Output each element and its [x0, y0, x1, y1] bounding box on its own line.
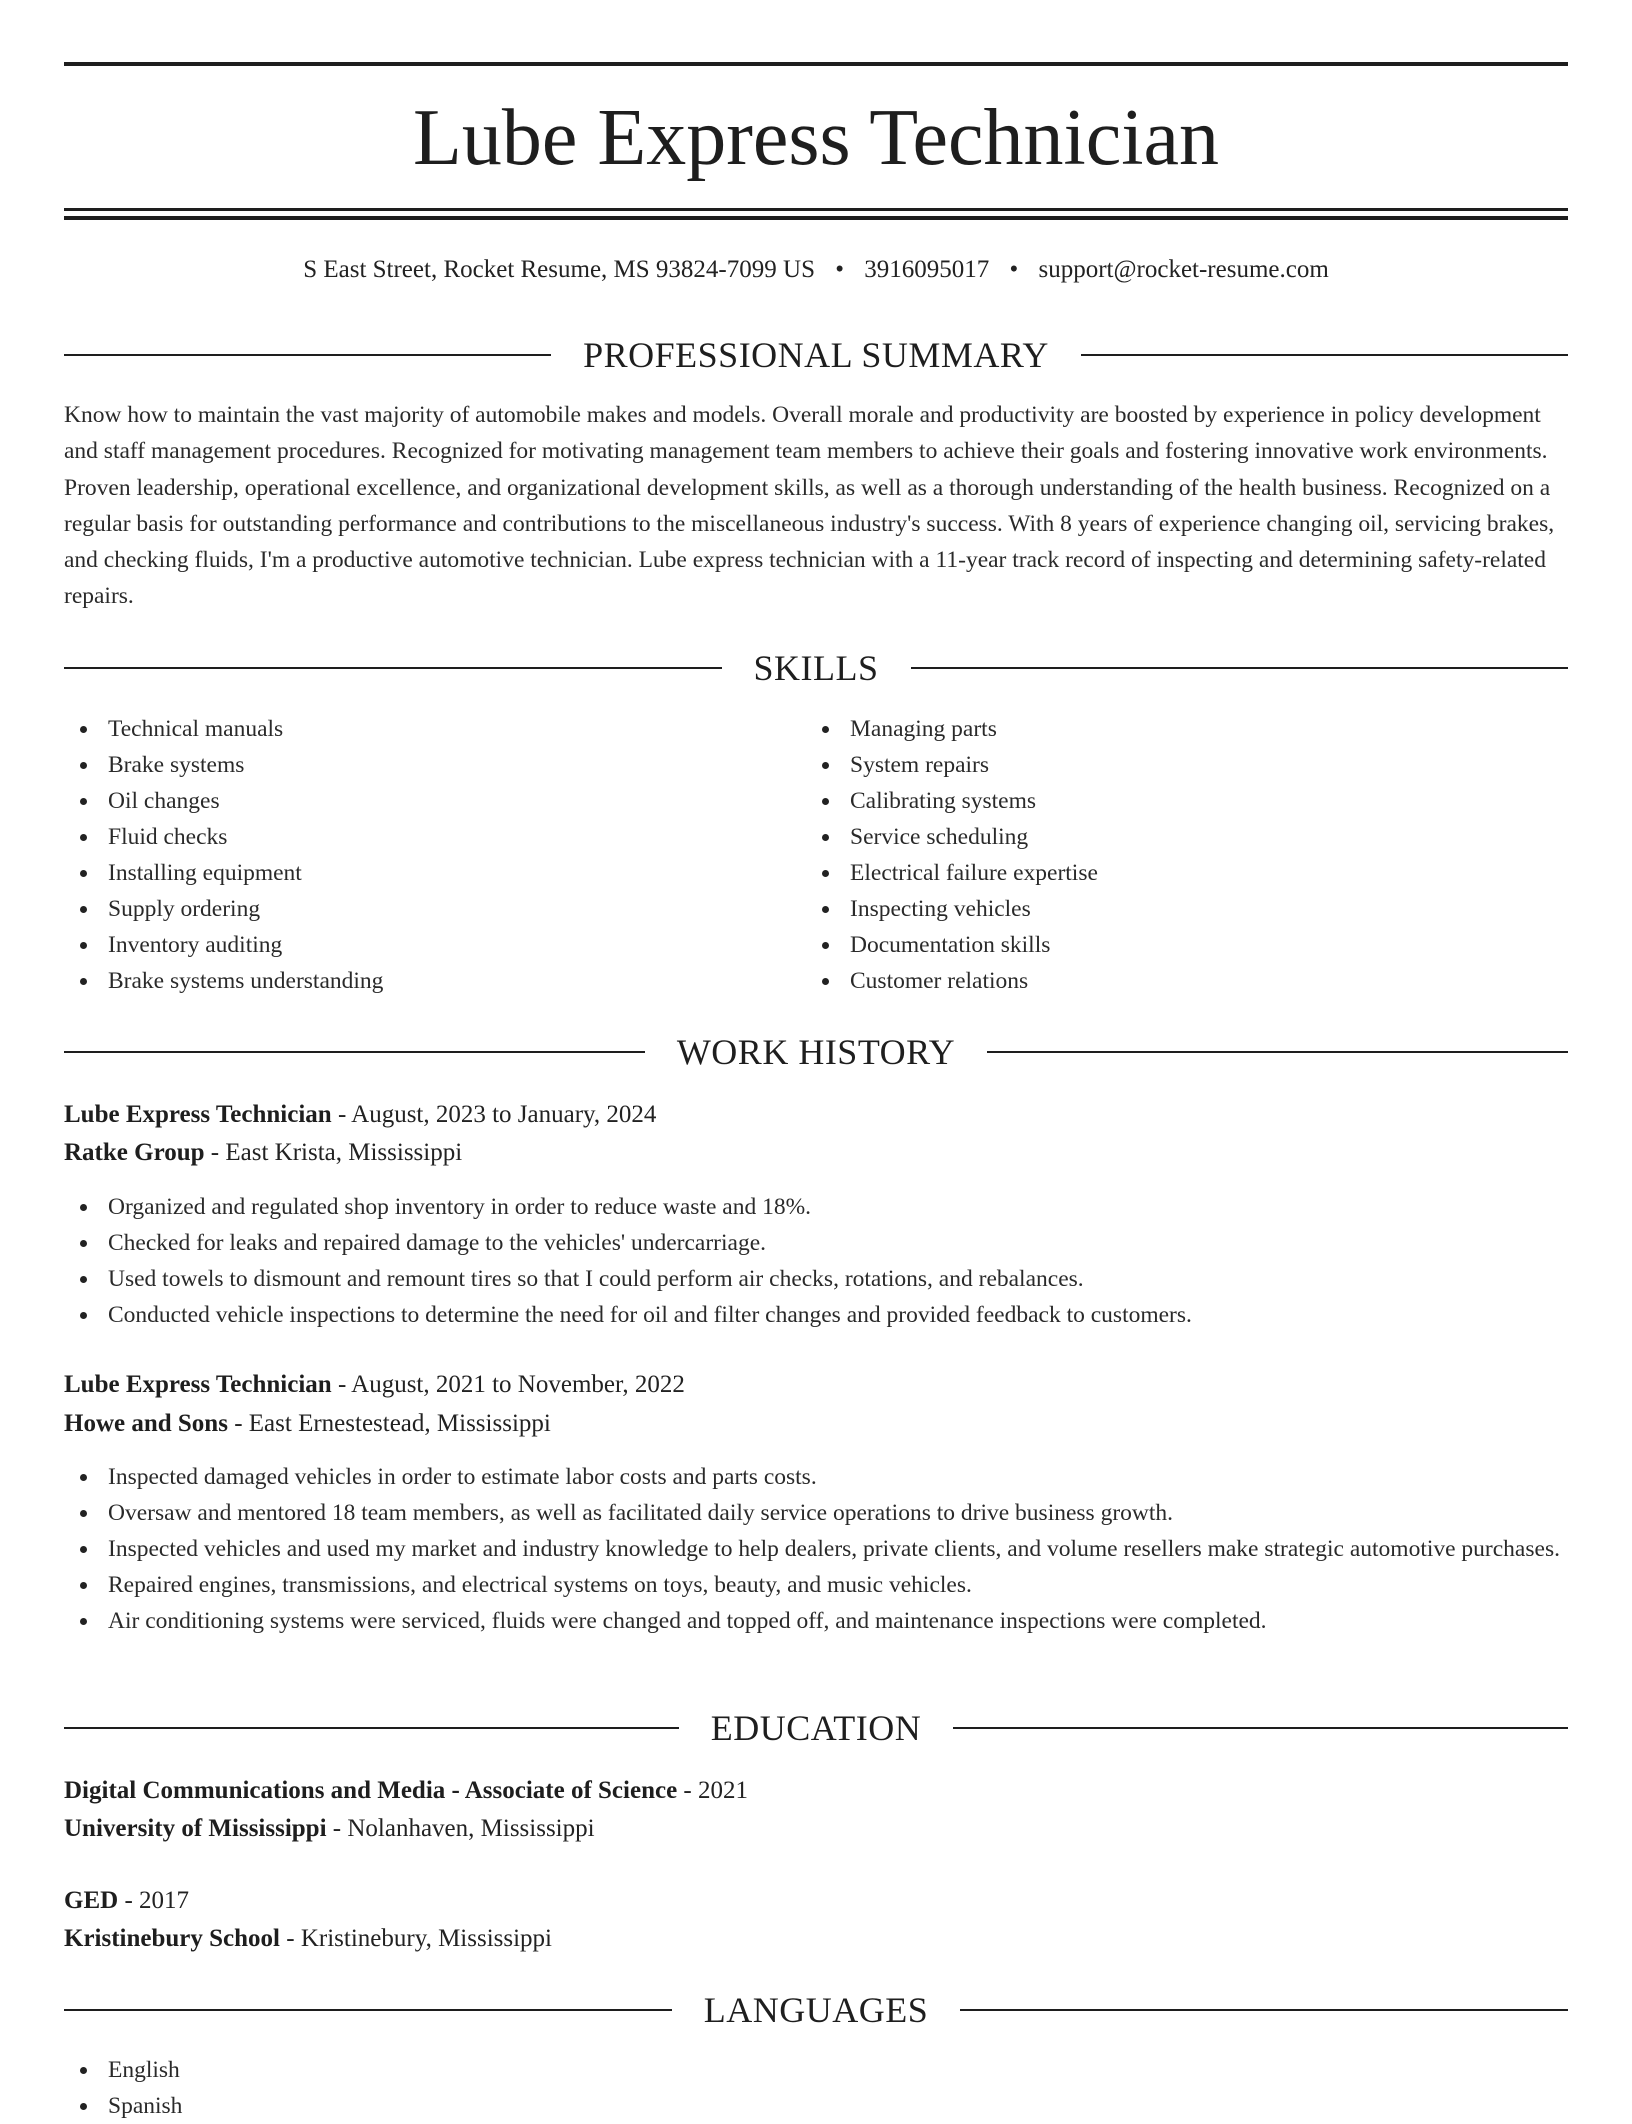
section-title: PROFESSIONAL SUMMARY: [583, 335, 1049, 375]
skill-item: Oil changes: [64, 783, 764, 819]
education-degree-line: [64, 1772, 1568, 1810]
heading-rule: [911, 667, 1569, 669]
job-duties-list: [64, 1189, 1568, 1333]
heading-rule: [64, 354, 551, 356]
contact-separator: •: [835, 256, 844, 283]
job-duty: Repaired engines, transmissions, and electrical systems on toys, beauty, and music vehicles.: [64, 1567, 1568, 1603]
education-school-line: [64, 1920, 1568, 1958]
job-company-line: [64, 1134, 1568, 1172]
job-duty: Inspected damaged vehicles in order to estimate labor costs and parts costs.: [64, 1459, 1568, 1495]
language-item: Spanish: [64, 2088, 664, 2124]
job-company-line: [64, 1405, 1568, 1443]
heading-rule: [960, 2009, 1568, 2011]
job-company: Ratke Group: [64, 1139, 205, 1166]
skill-item: Fluid checks: [64, 819, 764, 855]
skill-item: Installing equipment: [64, 855, 764, 891]
education-school-line: [64, 1810, 1568, 1848]
job-dates: - August, 2023 to January, 2024: [331, 1101, 657, 1128]
job-duty: Checked for leaks and repaired damage to the vehicles' undercarriage.: [64, 1225, 1568, 1261]
skill-item: Documentation skills: [806, 927, 1506, 963]
skill-item: Brake systems understanding: [64, 963, 764, 999]
job-title-line: [64, 1096, 1568, 1134]
skill-item: Inspecting vehicles: [806, 891, 1506, 927]
resume-title: Lube Express Technician: [413, 94, 1219, 182]
job-location: - East Krista, Mississippi: [204, 1139, 463, 1166]
skill-item: Calibrating systems: [806, 783, 1506, 819]
section-heading-summary: [64, 330, 1568, 380]
section-heading-skills: [64, 643, 1568, 693]
heading-rule: [64, 1727, 679, 1729]
section-title: EDUCATION: [710, 1708, 922, 1748]
skill-item: Service scheduling: [806, 819, 1506, 855]
education-school: University of Mississippi: [64, 1815, 327, 1842]
section-title: WORK HISTORY: [676, 1032, 956, 1072]
heading-rule: [953, 1727, 1568, 1729]
job-duty: Used towels to dismount and remount tires so that I could perform air checks, rotations, and rebalances.: [64, 1261, 1568, 1297]
job-duty: Inspected vehicles and used my market and industry knowledge to help dealers, private clients, and volume resellers make strategic automotive purchases.: [64, 1531, 1568, 1567]
education-year: - 2021: [677, 1777, 748, 1804]
education-degree-line: [64, 1882, 1568, 1920]
skill-item: Managing parts: [806, 711, 1506, 747]
contact-separator: •: [1009, 256, 1019, 283]
heading-rule: [64, 667, 722, 669]
contact-line: [64, 252, 1568, 288]
section-heading-languages: [64, 1985, 1568, 2035]
skill-item: Brake systems: [64, 747, 764, 783]
skills-list-left: [64, 711, 764, 999]
job-title: Lube Express Technician: [64, 1371, 332, 1398]
skill-item: Technical manuals: [64, 711, 764, 747]
section-title: LANGUAGES: [703, 1990, 929, 2030]
skill-item: System repairs: [806, 747, 1506, 783]
skill-item: Supply ordering: [64, 891, 764, 927]
job-duty: Organized and regulated shop inventory in order to reduce waste and 18%.: [64, 1189, 1568, 1225]
education-degree: Digital Communications and Media - Associate of Science: [64, 1777, 678, 1804]
summary-text: Know how to maintain the vast majority of automobile makes and models. Overall morale and productivity are boosted by experience in policy development and staff management procedures. Recognized for motivating management team members to achieve their goals and fostering innovative work environments. Proven leadership, operational excellence, and organizational development skills, as well as a thorough understanding of the health business. Recognized on a regular basis for outstanding performance and contributions to the miscellaneous industry's success. With 8 years of experience changing oil, servicing brakes, and checking fluids, I'm a productive automotive technician. Lube express technician with a 11-year track record of inspecting and determining safety-related repairs.: [64, 402, 1555, 610]
education-year: - 2017: [118, 1887, 190, 1914]
contact-address: S East Street, Rocket Resume, MS 93824-7099 US: [303, 256, 815, 283]
section-title: SKILLS: [753, 648, 879, 688]
job-title: Lube Express Technician: [64, 1101, 332, 1128]
job-duty: Air conditioning systems were serviced, fluids were changed and topped off, and maintenance inspections were completed.: [64, 1603, 1568, 1639]
job-duty: Conducted vehicle inspections to determine the need for oil and filter changes and provided feedback to customers.: [64, 1297, 1568, 1333]
skill-item: Customer relations: [806, 963, 1506, 999]
top-rule: [64, 62, 1568, 66]
education-location: - Nolanhaven, Mississippi: [326, 1815, 595, 1842]
education-degree: GED: [64, 1887, 119, 1914]
contact-email[interactable]: support@rocket-resume.com: [1038, 256, 1329, 283]
section-heading-education: [64, 1703, 1568, 1753]
languages-list: [64, 2052, 664, 2124]
heading-rule: [64, 1051, 645, 1053]
title-double-rule: [64, 208, 1568, 220]
job-company: Howe and Sons: [64, 1410, 228, 1437]
job-location: - East Ernestestead, Mississippi: [227, 1410, 551, 1437]
education-location: - Kristinebury, Mississippi: [280, 1925, 552, 1952]
skill-item: Electrical failure expertise: [806, 855, 1506, 891]
job-duties-list: [64, 1459, 1568, 1639]
education-school: Kristinebury School: [64, 1925, 280, 1952]
heading-rule: [1081, 354, 1568, 356]
section-heading-work: [64, 1027, 1568, 1077]
heading-rule: [987, 1051, 1568, 1053]
heading-rule: [64, 2009, 672, 2011]
skills-list-right: [806, 711, 1506, 999]
contact-phone: 3916095017: [864, 256, 990, 283]
language-item: English: [64, 2052, 664, 2088]
job-title-line: [64, 1366, 1568, 1404]
skill-item: Inventory auditing: [64, 927, 764, 963]
job-dates: - August, 2021 to November, 2022: [331, 1371, 685, 1398]
job-duty: Oversaw and mentored 18 team members, as well as facilitated daily service operations to drive business growth.: [64, 1495, 1568, 1531]
